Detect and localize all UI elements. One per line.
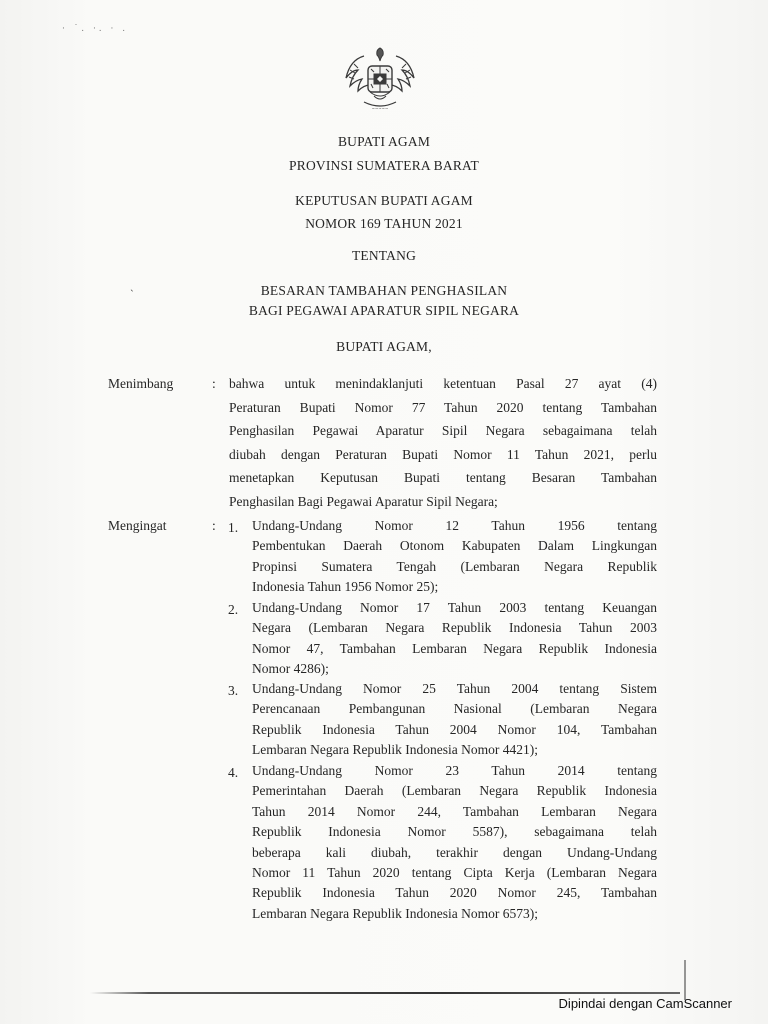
item-line: Nomor 47, Tambahan Lembaran Negara Republik Indonesia: [252, 640, 657, 656]
item-line: Propinsi Sumatera Tengah (Lembaran Negara Republik: [252, 558, 657, 574]
item-line: Negara (Lembaran Negara Republik Indonesia Tahun 2003: [252, 620, 657, 636]
mengingat-label: Mengingat: [108, 518, 167, 533]
paragraph-line: Peraturan Bupati Nomor 77 Tahun 2020 tentang Tambahan: [229, 399, 657, 415]
decree-number: NOMOR 169 TAHUN 2021: [305, 216, 463, 231]
subject-line-1: BESARAN TAMBAHAN PENGHASILAN: [260, 283, 508, 298]
paragraph-line: bahwa untuk menindaklanjuti ketentuan Pasal 27 ayat (4): [229, 376, 657, 391]
item-line: Republik Indonesia Nomor 5587), sebagaimana telah: [252, 824, 657, 840]
item-line: Perencanaan Pembangunan Nasional (Lembaran Negara: [252, 701, 657, 717]
province-title: PROVINSI SUMATERA BARAT: [289, 158, 479, 173]
svg-text:~~~~~: ~~~~~: [371, 106, 389, 111]
list-number: 3.: [228, 683, 239, 698]
item-line: beberapa kali diubah, terakhir dengan Undang-Undang: [252, 844, 657, 860]
garuda-emblem-icon: [340, 44, 420, 116]
item-line: Undang-Undang Nomor 17 Tahun 2003 tentang Keuangan: [252, 600, 657, 615]
list-item-4: [252, 761, 657, 924]
decree-title: KEPUTUSAN BUPATI AGAM: [295, 193, 473, 208]
item-line: Nomor 11 Tahun 2020 tentang Cipta Kerja (Lembaran Negara: [252, 864, 657, 880]
list-item-3: [252, 679, 657, 761]
issuer-heading: BUPATI AGAM,: [336, 339, 432, 354]
item-line: Tahun 2014 Nomor 244, Tambahan Lembaran Negara: [252, 803, 657, 819]
page-edge-shadow: [684, 960, 686, 1000]
item-line: Nomor 4286);: [252, 661, 329, 677]
item-line: Pemerintahan Daerah (Lembaran Negara Republik Indonesia: [252, 783, 657, 799]
item-line: Undang-Undang Nomor 25 Tahun 2004 tentang Sistem: [252, 681, 657, 696]
scan-mark: ˴: [130, 283, 134, 296]
paragraph-line: Penghasilan Pegawai Aparatur Sipil Negara sebagaimana telah: [229, 423, 657, 439]
menimbang-paragraph: [229, 372, 657, 514]
menimbang-label: Menimbang: [108, 376, 174, 391]
paragraph-line: menetapkan Keputusan Bupati tentang Besaran Tambahan: [229, 470, 657, 486]
menimbang-colon: :: [212, 376, 216, 391]
page-edge-rule: [90, 992, 680, 994]
camscanner-watermark: Dipindai dengan CamScanner: [558, 996, 732, 1011]
item-line: Undang-Undang Nomor 12 Tahun 1956 tentang: [252, 518, 657, 533]
scan-specks: · ˙. ·. · .: [62, 24, 129, 34]
list-item-1: [252, 516, 657, 598]
item-line: Lembaran Negara Republik Indonesia Nomor 6573);: [252, 905, 539, 921]
list-number: 2.: [228, 602, 239, 617]
list-number: 1.: [228, 520, 239, 535]
item-line: Republik Indonesia Tahun 2020 Nomor 245, Tambahan: [252, 885, 657, 901]
paragraph-line: Penghasilan Bagi Pegawai Aparatur Sipil Negara;: [229, 493, 498, 509]
list-number: 4.: [228, 765, 239, 780]
regent-title: BUPATI AGAM: [337, 134, 431, 149]
about-heading: TENTANG: [351, 248, 417, 263]
list-item-2: [252, 598, 657, 680]
item-line: Lembaran Negara Republik Indonesia Nomor 4421);: [252, 742, 539, 758]
paragraph-line: diubah dengan Peraturan Bupati Nomor 11 Tahun 2021, perlu: [229, 446, 657, 462]
item-line: Indonesia Tahun 1956 Nomor 25);: [252, 579, 439, 595]
item-line: Undang-Undang Nomor 23 Tahun 2014 tentang: [252, 763, 657, 778]
item-line: Pembentukan Daerah Otonom Kabupaten Dalam Lingkungan: [252, 538, 657, 554]
item-line: Republik Indonesia Tahun 2004 Nomor 104, Tambahan: [252, 721, 657, 737]
subject-line-2: BAGI PEGAWAI APARATUR SIPIL NEGARA: [248, 303, 520, 318]
mengingat-colon: :: [212, 518, 216, 533]
